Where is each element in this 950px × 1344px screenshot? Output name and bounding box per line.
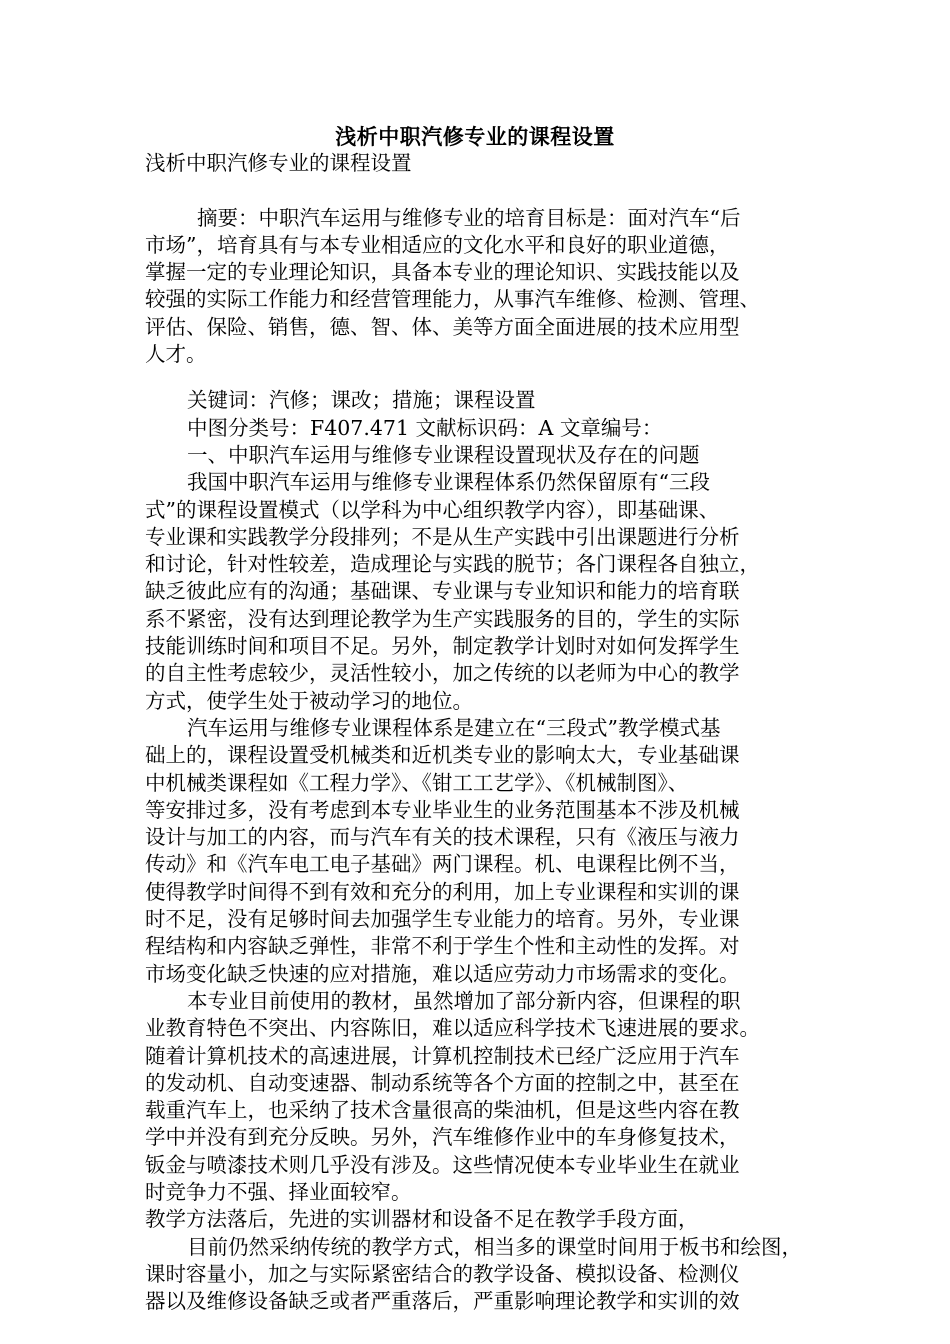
body-line: 钣金与喷漆技术则几乎没有涉及。这些情况使本专业毕业生在就业 xyxy=(145,1152,740,1177)
body-line: 中图分类号：F407.471 文献标识码：A 文章编号： xyxy=(187,415,663,440)
body-line: 的自主性考虑较少，灵活性较小，加之传统的以老师为中心的教学 xyxy=(145,661,740,686)
body-line: 技能训练时间和项目不足。另外，制定教学计划时对如何发挥学生 xyxy=(145,634,740,659)
body-line: 系不紧密，没有达到理论教学为生产实践服务的目的，学生的实际 xyxy=(145,606,740,631)
body-line: 载重汽车上，也采纳了技术含量很高的柴油机，但是这些内容在教 xyxy=(145,1098,740,1123)
body-line: 随着计算机技术的高速进展，计算机控制技术已经广泛应用于汽车 xyxy=(145,1043,740,1068)
body-line: 使得教学时间得不到有效和充分的利用，加上专业课程和实训的课 xyxy=(145,879,740,904)
body-line: 摘要：中职汽车运用与维修专业的培育目标是：面对汽车“后 xyxy=(197,205,741,230)
body-line: 关键词：汽修；课改；措施；课程设置 xyxy=(187,388,536,413)
body-line: 器以及维修设备缺乏或者严重落后，严重影响理论教学和实训的效 xyxy=(145,1289,740,1314)
body-line: 评估、保险、销售，德、智、体、美等方面全面进展的技术应用型 xyxy=(145,314,740,339)
body-line: 设计与加工的内容，而与汽车有关的技术课程，只有《液压与液力 xyxy=(145,825,740,850)
body-line: 式”的课程设置模式（以学科为中心组织教学内容），即基础课、 xyxy=(145,497,720,522)
body-line: 教学方法落后，先进的实训器材和设备不足在教学手段方面， xyxy=(145,1207,699,1232)
body-line: 程结构和内容缺乏弹性，非常不利于学生个性和主动性的发挥。对 xyxy=(145,934,740,959)
body-line xyxy=(145,1315,805,1342)
body-line: 较强的实际工作能力和经营管理能力，从事汽车维修、检测、管理、 xyxy=(145,287,760,312)
body-line: 础上的，课程设置受机械类和近机类专业的影响太大，专业基础课 xyxy=(145,743,740,768)
body-line: 汽车运用与维修专业课程体系是建立在“三段式”教学模式基 xyxy=(187,715,721,740)
body-line: 市场变化缺乏快速的应对措施，难以适应劳动力市场需求的变化。 xyxy=(145,961,740,986)
body-line: 中机械类课程如《工程力学》、《钳工工艺学》、《机械制图》、 xyxy=(145,770,689,795)
blank-line xyxy=(145,177,805,204)
body-line: 人才。 xyxy=(145,342,207,367)
body-line: 等安排过多，没有考虑到本专业毕业生的业务范围基本不涉及机械 xyxy=(145,797,740,822)
document-body xyxy=(145,150,805,1343)
body-line: 我国中职汽车运用与维修专业课程体系仍然保留原有“三段 xyxy=(187,470,710,495)
body-line: 传动》和《汽车电工电子基础》两门课程。机、电课程比例不当， xyxy=(145,852,740,877)
body-line: 缺乏彼此应有的沟通；基础课、专业课与专业知识和能力的培育联 xyxy=(145,579,740,604)
document-title: 浅析中职汽修专业的课程设置 xyxy=(335,124,615,149)
body-line: 课时容量小，加之与实际紧密结合的教学设备、模拟设备、检测仪 xyxy=(145,1261,740,1286)
body-line: 本专业目前使用的教材，虽然增加了部分新内容，但课程的职 xyxy=(187,988,741,1013)
body-line: 和讨论，针对性较差，造成理论与实践的脱节；各门课程各自独立， xyxy=(145,552,760,577)
body-line: 时竞争力不强、择业面较窄。 xyxy=(145,1179,412,1204)
body-line: 浅析中职汽修专业的课程设置 xyxy=(145,151,412,175)
body-line: 学中并没有到充分反映。另外，汽车维修作业中的车身修复技术， xyxy=(145,1125,740,1150)
body-line: 掌握一定的专业理论知识，具备本专业的理论知识、实践技能以及 xyxy=(145,260,740,285)
blank-line xyxy=(145,368,805,387)
body-line: 一、中职汽车运用与维修专业课程设置现状及存在的问题 xyxy=(187,442,700,467)
body-line: 市场”，培育具有与本专业相适应的文化水平和良好的职业道德， xyxy=(145,232,730,257)
body-line: 的发动机、自动变速器、制动系统等各个方面的控制之中，甚至在 xyxy=(145,1070,740,1095)
body-line: 目前仍然采纳传统的教学方式，相当多的课堂时间用于板书和绘图， xyxy=(187,1234,802,1259)
body-line: 专业课和实践教学分段排列；不是从生产实践中引出课题进行分析 xyxy=(145,524,740,549)
body-line: 方式，使学生处于被动学习的地位。 xyxy=(145,688,473,713)
body-line: 时不足，没有足够时间去加强学生专业能力的培育。另外，专业课 xyxy=(145,907,740,932)
body-line: 业教育特色不突出、内容陈旧，难以适应科学技术飞速进展的要求。 xyxy=(145,1016,760,1041)
